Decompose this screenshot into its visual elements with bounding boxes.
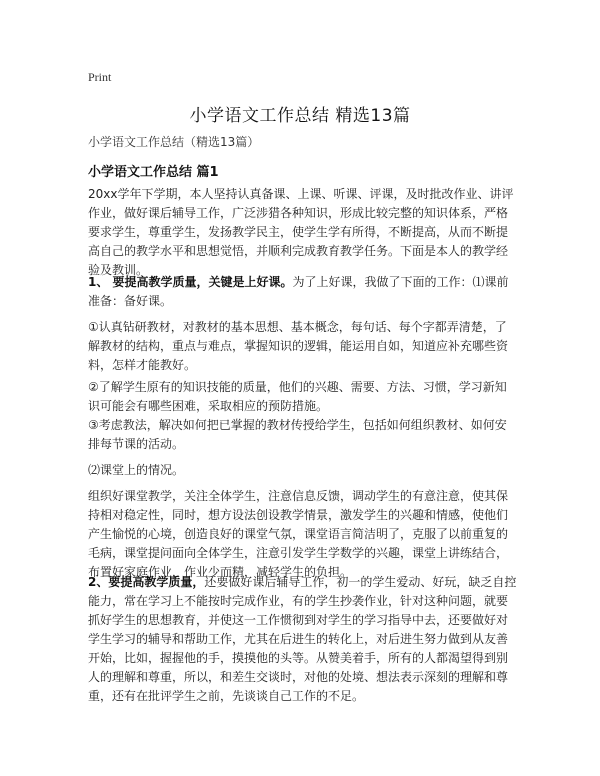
paragraph-classroom-heading xyxy=(88,461,518,480)
paragraph-classroom xyxy=(88,487,518,582)
paragraph-text: 为了上好课，我做了下面的工作：⑴课前准备：备好课。 xyxy=(88,275,509,308)
paragraph-lead: 1、 要提高教学质量，关键是上好课。 xyxy=(88,275,293,289)
paragraph-text: ②了解学生原有的知识技能的质量，他们的兴趣、需要、方法、习惯，学习新知识可能会有哪些困难，采取相应的预防措施。 xyxy=(88,380,507,413)
paragraph-text: 20xx学年下学期，本人坚持认真备课、上课、听课、评课，及时批改作业、讲评作业，做好课后辅导工作，广泛涉猎各种知识，形成比较完整的知识体系，严格要求学生，尊重学生，发扬教学民主，使学生学有所得，不断提高，从而不断提高自己的教学水平和思想觉悟，并顺利完成教育教学任务。下面是本人的教学经验及教训。 xyxy=(88,187,514,277)
document-subtitle: 小学语文工作总结（精选13篇） xyxy=(88,135,260,149)
paragraph-text: ①认真钻研教材，对教材的基本思想、基本概念，每句话、每个字都弄清楚，了解教材的结构，重点与难点，掌握知识的逻辑，能运用自如，知道应补充哪些资料，怎样才能教好。 xyxy=(88,320,509,372)
paragraph-item-3 xyxy=(88,416,518,454)
paragraph-text: 组织好课堂教学，关注全体学生，注意信息反馈，调动学生的有意注意，使其保持相对稳定性，同时，想方设法创设教学情景，激发学生的兴趣和情感，使他们产生愉悦的心境，创造良好的课堂气氛，课堂语言简洁明了，克服了以前重复的毛病，课堂提问面向全体学生，注意引发学生学数学的兴趣，课堂上讲练结合，布置好家庭作业，作业少而精，减轻学生的负担。 xyxy=(88,489,509,579)
print-label[interactable]: Print xyxy=(88,70,112,84)
section-heading: 小学语文工作总结 篇1 xyxy=(88,165,219,180)
paragraph-text: 还要做好课后辅导工作，初一的学生爱动、好玩，缺乏自控能力，常在学习上不能按时完成作业，有的学生抄袭作业，针对这种问题，就要抓好学生的思想教育，并使这一工作惯彻到对学生的学习指导中去，还要做好对学生学习的辅导和帮助工作，尤其在后进生的转化上，对后进生努力做到从友善开始，比如，握握他的手，摸摸他的头等。从赞美着手，所有的人都渴望得到别人的理解和尊重，所以，和差生交谈时，对他的处境、想法表示深刻的理解和尊重，还有在批评学生之前，先谈谈自己工作的不足。 xyxy=(88,575,517,703)
paragraph-item-1 xyxy=(88,318,518,375)
paragraph-text: ⑵课堂上的情况。 xyxy=(88,463,185,477)
paragraph-lead: 2、要提高教学质量， xyxy=(88,575,205,589)
paragraph-point-2 xyxy=(88,573,518,706)
paragraph-intro xyxy=(88,185,518,280)
paragraph-item-2 xyxy=(88,378,518,416)
paragraph-point-1 xyxy=(88,273,518,311)
paragraph-text: ③考虑教法，解决如何把已掌握的教材传授给学生，包括如何组织教材、如何安排每节课的活动。 xyxy=(88,418,507,451)
page-title: 小学语文工作总结 精选13篇 xyxy=(189,106,411,126)
